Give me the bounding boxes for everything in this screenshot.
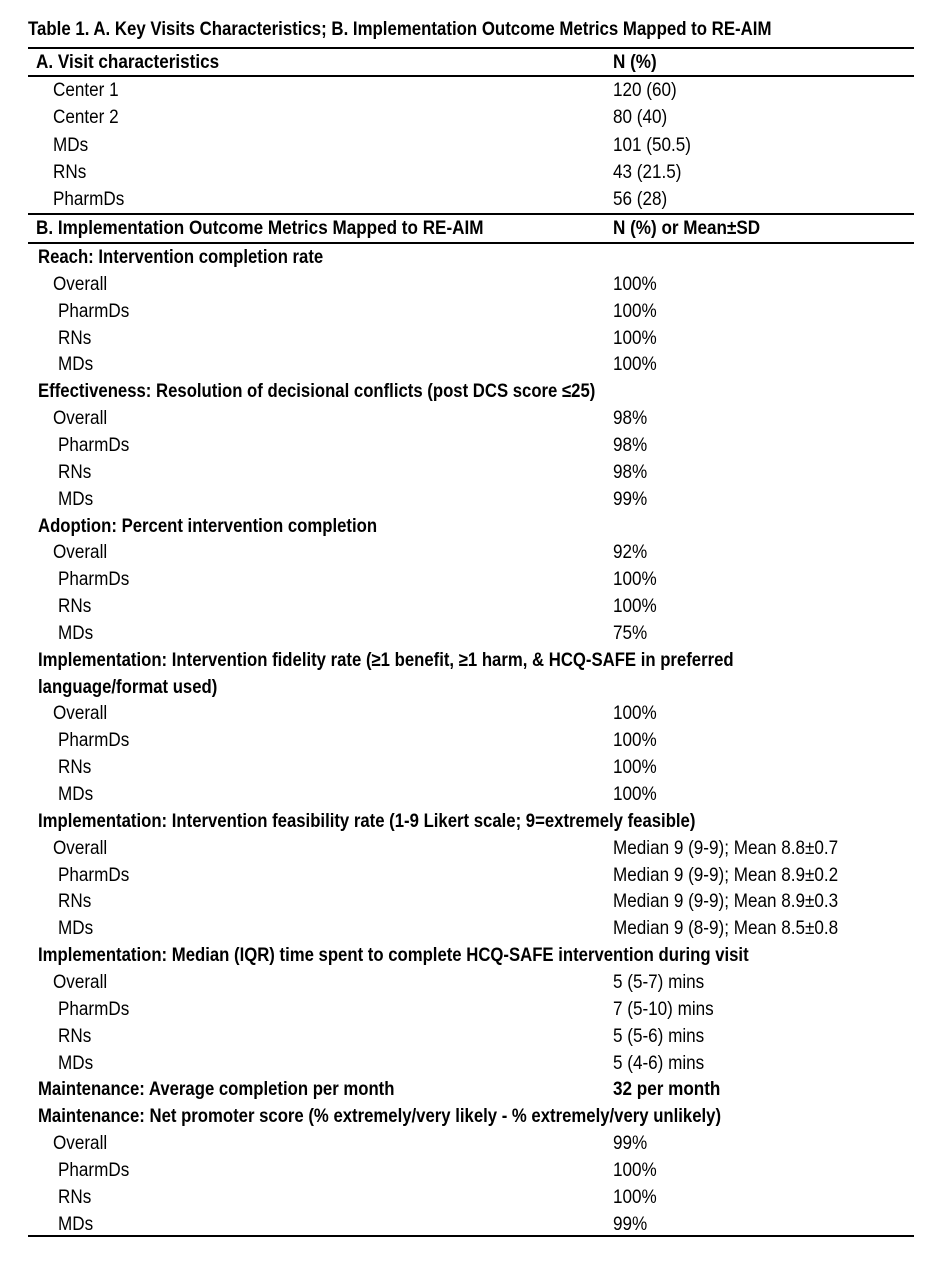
category-row: [0, 942, 936, 969]
row-value: 5 (4-6) mins: [613, 1052, 705, 1074]
table-row: [0, 781, 936, 808]
table-row: [0, 486, 936, 513]
table-row: [0, 1023, 936, 1050]
row-label: Center 1: [53, 80, 119, 101]
row-value: 5 (5-6) mins: [613, 1025, 705, 1047]
row-label: Implementation: Intervention fidelity rate (≥1 benefit, ≥1 harm, & HCQ-SAFE in preferred: [38, 649, 734, 671]
table-row: [0, 566, 936, 593]
row-label: Overall: [53, 273, 108, 295]
row-value: 100%: [613, 730, 657, 752]
row-value: 100%: [613, 784, 657, 805]
table-row: [0, 432, 936, 459]
table-row: [0, 298, 936, 325]
table-row: [0, 186, 936, 213]
table-row: [0, 1130, 936, 1157]
row-label: MDs: [58, 918, 94, 940]
row-label: PharmDs: [58, 730, 130, 752]
row-label: RNs: [58, 461, 92, 483]
row-value: Median 9 (9-9); Mean 8.9±0.2: [613, 864, 839, 886]
category-row: [0, 647, 936, 674]
table-row: [0, 351, 936, 378]
table-row: [0, 77, 936, 104]
row-value: 7 (5-10) mins: [613, 998, 714, 1020]
category-row: [0, 1103, 936, 1130]
row-label: Maintenance: Net promoter score (% extremely/very likely - % extremely/very unlikely): [38, 1106, 722, 1128]
row-value: 98%: [613, 408, 648, 430]
row-value: 56 (28): [613, 189, 668, 211]
row-value: 99%: [613, 1133, 648, 1155]
row-value: 32 per month: [613, 1079, 721, 1101]
row-value: 98%: [613, 461, 648, 483]
row-label: PharmDs: [58, 434, 130, 456]
table-row: [0, 405, 936, 432]
row-label: RNs: [58, 891, 92, 913]
category-row: [0, 513, 936, 540]
row-label: Adoption: Percent intervention completion: [38, 515, 378, 537]
row-value: 100%: [613, 1186, 657, 1208]
row-value: 98%: [613, 434, 648, 456]
row-label: RNs: [58, 757, 92, 779]
row-value: 75%: [613, 622, 648, 644]
table-row: [0, 888, 936, 915]
category-row: [0, 378, 936, 405]
row-label: PharmDs: [58, 569, 130, 591]
row-label: Center 2: [53, 107, 119, 129]
section-b-header-value: N (%) or Mean±SD: [613, 218, 761, 239]
table-row: [0, 996, 936, 1023]
table-row: [0, 271, 936, 298]
row-value: 120 (60): [613, 80, 677, 101]
section-a-header-label: A. Visit characteristics: [36, 52, 220, 73]
table-title: Table 1. A. Key Visits Characteristics; B. Implementation Outcome Metrics Mapped to RE-AIM: [28, 19, 772, 40]
section-a-header-value: N (%): [613, 52, 657, 73]
row-label: MDs: [58, 622, 94, 644]
table-row: [0, 593, 936, 620]
row-value: 100%: [613, 273, 657, 295]
row-label: Overall: [53, 837, 108, 859]
category-row: [0, 808, 936, 835]
row-label: PharmDs: [53, 189, 125, 211]
row-label: RNs: [58, 1025, 92, 1047]
table-row: [0, 700, 936, 727]
row-label: MDs: [58, 1213, 94, 1235]
row-label: Maintenance: Average completion per month: [38, 1079, 395, 1101]
table-row: [0, 620, 936, 647]
row-label: Reach: Intervention completion rate: [38, 247, 324, 268]
row-label: RNs: [58, 596, 92, 618]
row-value: 92%: [613, 542, 648, 564]
row-label: MDs: [53, 134, 89, 156]
row-value: 100%: [613, 569, 657, 591]
category-row: [0, 1076, 936, 1103]
table-row: [0, 835, 936, 862]
row-label: RNs: [53, 161, 87, 183]
row-label: MDs: [58, 488, 94, 510]
table-row: [0, 1184, 936, 1211]
row-value: 100%: [613, 703, 657, 725]
category-row: [0, 244, 936, 271]
row-value: Median 9 (9-9); Mean 8.8±0.7: [613, 837, 839, 859]
table-row: [0, 459, 936, 486]
table-row: [0, 1211, 936, 1238]
row-label: Overall: [53, 542, 108, 564]
section-b-header-label: B. Implementation Outcome Metrics Mapped to RE-AIM: [36, 218, 484, 239]
table-row: [0, 754, 936, 781]
row-value: 100%: [613, 757, 657, 779]
row-label: PharmDs: [58, 998, 130, 1020]
row-value: 5 (5-7) mins: [613, 971, 705, 993]
row-value: 100%: [613, 1159, 657, 1181]
table-row: [0, 727, 936, 754]
row-label: PharmDs: [58, 1159, 130, 1181]
row-label: Overall: [53, 703, 108, 725]
row-label: Implementation: Intervention feasibility rate (1-9 Likert scale; 9=extremely feasible): [38, 810, 696, 832]
row-value: 80 (40): [613, 107, 668, 129]
table-row: [0, 862, 936, 889]
row-value: 43 (21.5): [613, 161, 682, 183]
table-row: [0, 159, 936, 186]
row-label: language/format used): [38, 676, 218, 698]
table-row: [0, 132, 936, 159]
row-value: 100%: [613, 327, 657, 349]
row-label: RNs: [58, 327, 92, 349]
row-value: 100%: [613, 354, 657, 376]
section-b-header: [0, 215, 936, 242]
table-row: [0, 539, 936, 566]
row-value: 100%: [613, 596, 657, 618]
row-label: Overall: [53, 408, 108, 430]
row-label: PharmDs: [58, 300, 130, 322]
row-label: MDs: [58, 784, 94, 805]
table-row: [0, 969, 936, 996]
table-row: [0, 1157, 936, 1184]
row-value: Median 9 (9-9); Mean 8.9±0.3: [613, 891, 839, 913]
row-value: Median 9 (8-9); Mean 8.5±0.8: [613, 918, 839, 940]
row-value: 101 (50.5): [613, 134, 691, 156]
row-label: RNs: [58, 1186, 92, 1208]
table-row: [0, 915, 936, 942]
row-value: 99%: [613, 1213, 648, 1235]
row-label: MDs: [58, 354, 94, 376]
section-a-header: [0, 49, 936, 76]
row-label: Effectiveness: Resolution of decisional conflicts (post DCS score ≤25): [38, 381, 596, 403]
row-value: 100%: [613, 300, 657, 322]
table-row: [0, 1050, 936, 1077]
row-label: Implementation: Median (IQR) time spent to complete HCQ-SAFE intervention during visit: [38, 945, 749, 967]
row-label: PharmDs: [58, 864, 130, 886]
row-value: 99%: [613, 488, 648, 510]
row-label: Overall: [53, 1133, 108, 1155]
row-label: MDs: [58, 1052, 94, 1074]
row-label: Overall: [53, 971, 108, 993]
table-row: [0, 325, 936, 352]
category-row-continued: [0, 674, 936, 701]
table-row: [0, 104, 936, 131]
bottom-rule: [28, 1235, 914, 1237]
